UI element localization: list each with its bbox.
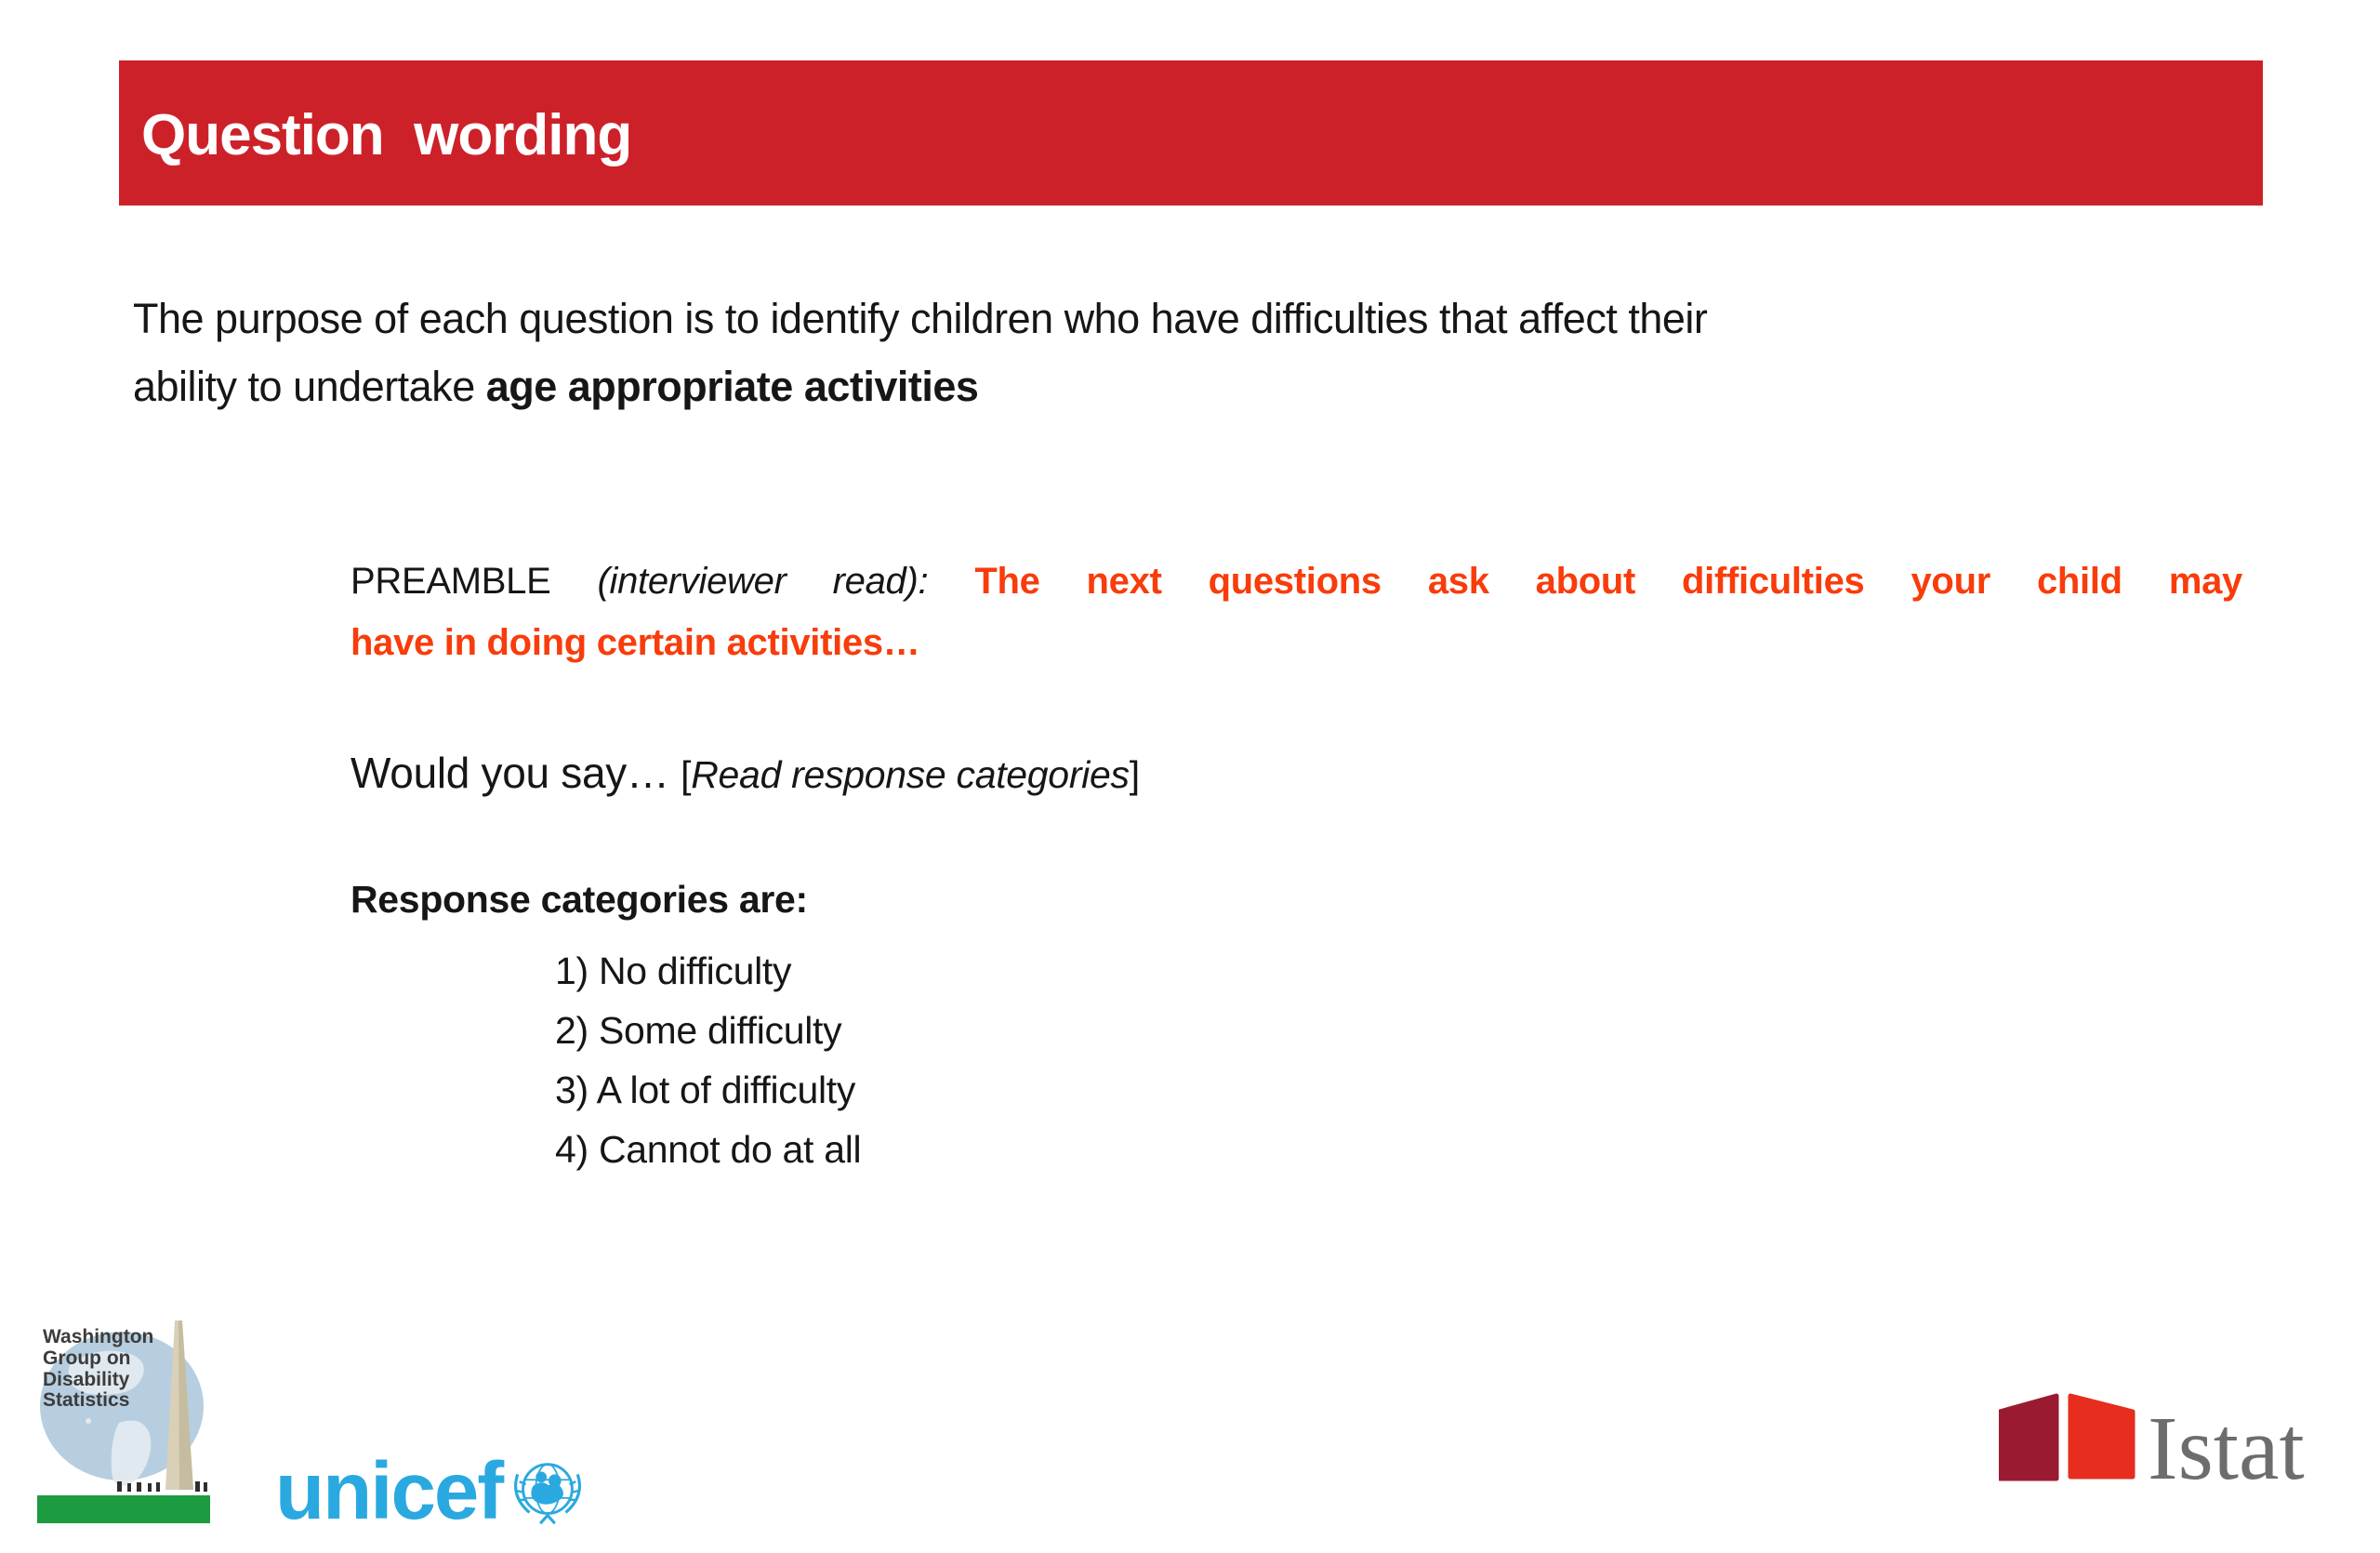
- istat-wordmark: Istat: [2148, 1399, 2305, 1486]
- preamble-line-2: [350, 612, 2242, 673]
- wg-text-line: Statistics: [43, 1389, 130, 1411]
- intro-line-2: [133, 352, 2271, 420]
- wg-text-line: Group on: [43, 1347, 131, 1369]
- preamble-label: PREAMBLE: [350, 561, 598, 602]
- green-ground-strip: [37, 1495, 210, 1523]
- bracket-open: [: [681, 753, 692, 796]
- intro-line-2-regular: ability to undertake: [133, 363, 486, 410]
- unicef-wordmark: unicef: [275, 1446, 503, 1536]
- unicef-emblem-icon: [507, 1451, 588, 1533]
- slide-title: Question wording: [141, 102, 632, 167]
- list-item: 4) Cannot do at all: [555, 1128, 862, 1171]
- response-categories-heading: Response categories are:: [350, 878, 808, 921]
- istat-right-shape: [2070, 1396, 2133, 1477]
- preamble-line-1: [350, 551, 2242, 612]
- wg-text-line: Washington: [43, 1326, 154, 1347]
- slide-title-bar: [119, 60, 2263, 206]
- response-categories-list: [555, 941, 861, 1179]
- intro-line-1: The purpose of each question is to identify children who have difficulties that affect their: [133, 295, 1708, 342]
- bracket-close: ]: [1129, 753, 1140, 796]
- list-item: 3) A lot of difficulty: [555, 1069, 856, 1111]
- preamble-highlight-2: have in doing certain activities…: [350, 622, 920, 663]
- intro-line-2-bold: age appropriate activities: [485, 363, 979, 410]
- preamble-parenthetical: (interviewer read):: [597, 561, 975, 602]
- preamble-block: [350, 551, 2242, 673]
- would-you-say-line: [350, 748, 1140, 798]
- bracket-instruction: Read response categories: [691, 753, 1130, 796]
- istat-left-shape: [2000, 1396, 2056, 1479]
- list-item: 2) Some difficulty: [555, 1009, 842, 1052]
- intro-paragraph: [133, 285, 2271, 420]
- istat-logo: [1999, 1389, 2306, 1486]
- globe-island-dot: [86, 1418, 91, 1424]
- mother-child-silhouette: [531, 1471, 563, 1504]
- washington-group-logo: [35, 1313, 212, 1525]
- list-item: 1) No difficulty: [555, 949, 792, 992]
- preamble-highlight-1: The next questions ask about difficulties your child may: [974, 561, 2242, 602]
- crossed-stems: [540, 1514, 555, 1523]
- wg-text-line: Disability: [43, 1369, 130, 1390]
- would-you-say-lead: Would you say…: [350, 749, 681, 797]
